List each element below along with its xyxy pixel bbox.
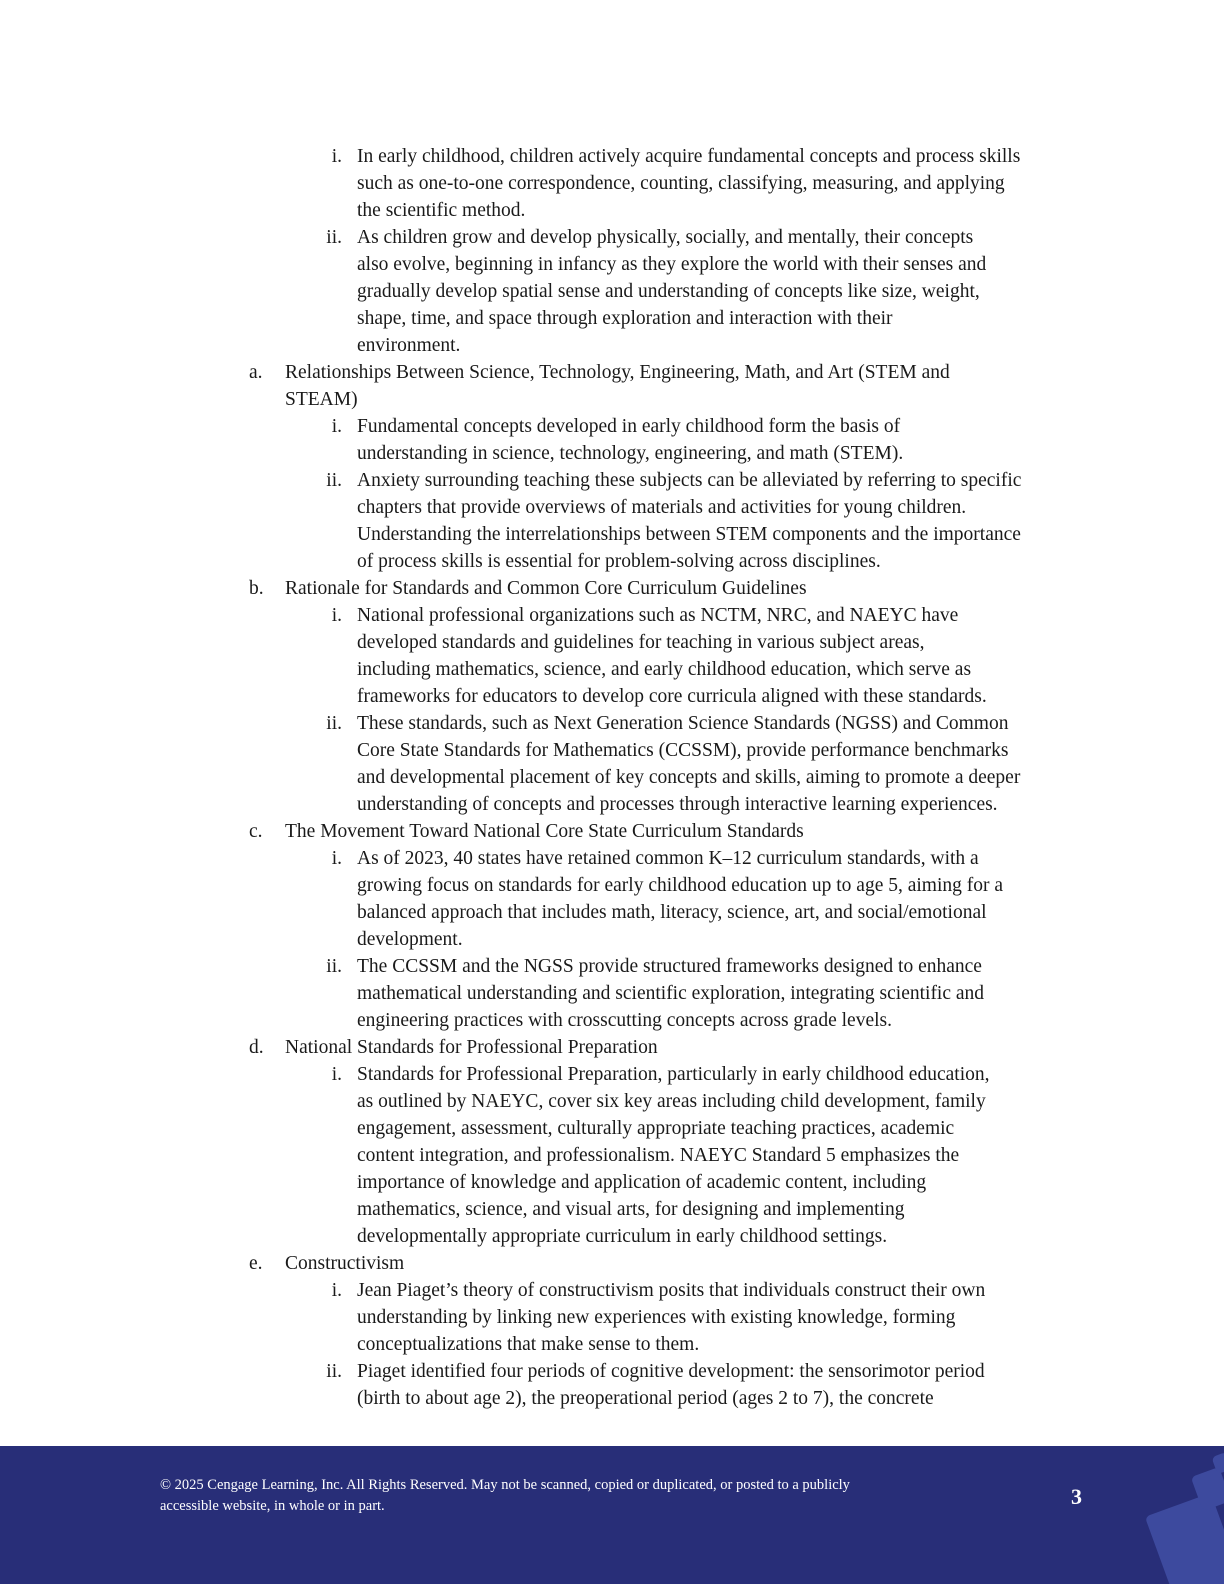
- text-line: including mathematics, science, and early childhood education, which serve as: [357, 659, 972, 680]
- outline-section: [0, 818, 1224, 845]
- outline-subitem: [0, 1277, 1224, 1358]
- text-line: gradually develop spatial sense and understanding of concepts like size, weight,: [357, 281, 980, 302]
- outline-content: [0, 143, 1224, 1412]
- outline-section: [0, 575, 1224, 602]
- text-line: These standards, such as Next Generation Science Standards (NGSS) and Common: [357, 713, 1009, 734]
- outline-subitem: [0, 845, 1224, 953]
- text-line: understanding by linking new experiences with existing knowledge, forming: [357, 1307, 956, 1328]
- text-line: STEAM): [285, 389, 358, 410]
- text-line: shape, time, and space through exploration and interaction with their: [357, 308, 893, 329]
- copyright-line: accessible website, in whole or in part.: [160, 1498, 385, 1514]
- text-line: engagement, assessment, culturally appropriate teaching practices, academic: [357, 1118, 955, 1139]
- text-line: In early childhood, children actively acquire fundamental concepts and process skills: [357, 146, 1021, 167]
- text-line: The Movement Toward National Core State Curriculum Standards: [285, 821, 804, 842]
- text-line: also evolve, beginning in infancy as they explore the world with their senses and: [357, 254, 987, 275]
- text-line: As children grow and develop physically, socially, and mentally, their concepts: [357, 227, 974, 248]
- text-line: as outlined by NAEYC, cover six key areas including child development, family: [357, 1091, 986, 1112]
- page-number: 3: [1071, 1484, 1082, 1509]
- outline-section: [0, 1034, 1224, 1061]
- text-line: developmentally appropriate curriculum in early childhood settings.: [357, 1226, 888, 1247]
- copyright-notice: [160, 1475, 850, 1517]
- item-label: i.: [331, 848, 342, 869]
- text-line: and developmental placement of key concepts and skills, aiming to promote a deeper: [357, 767, 1021, 788]
- outline-subitem: [0, 413, 1224, 467]
- text-line: Core State Standards for Mathematics (CCSSM), provide performance benchmarks: [357, 740, 1009, 761]
- outline-subitem: [0, 224, 1224, 359]
- text-line: understanding in science, technology, engineering, and math (STEM).: [357, 443, 904, 464]
- text-line: frameworks for educators to develop core curricula aligned with these standards.: [357, 686, 987, 707]
- outline-subitem: [0, 710, 1224, 818]
- text-line: Rationale for Standards and Common Core Curriculum Guidelines: [285, 578, 807, 599]
- outline-subitem: [0, 143, 1224, 224]
- text-line: balanced approach that includes math, literacy, science, art, and social/emotional: [357, 902, 987, 923]
- text-line: (birth to about age 2), the preoperational period (ages 2 to 7), the concrete: [357, 1388, 934, 1409]
- text-line: The CCSSM and the NGSS provide structured frameworks designed to enhance: [357, 956, 982, 977]
- item-label: ii.: [326, 713, 342, 734]
- text-line: the scientific method.: [357, 200, 526, 221]
- text-line: chapters that provide overviews of materials and activities for young children.: [357, 497, 967, 518]
- item-label: ii.: [326, 1361, 342, 1382]
- item-label: b.: [249, 578, 264, 599]
- item-label: i.: [331, 416, 342, 437]
- text-line: Fundamental concepts developed in early childhood form the basis of: [357, 416, 901, 437]
- text-line: Standards for Professional Preparation, particularly in early childhood education,: [357, 1064, 990, 1085]
- item-label: e.: [249, 1253, 263, 1274]
- item-label: ii.: [326, 956, 342, 977]
- outline-subitem: [0, 1358, 1224, 1412]
- text-line: growing focus on standards for early childhood education up to age 5, aiming for a: [357, 875, 1004, 896]
- text-line: conceptualizations that make sense to them.: [357, 1334, 700, 1355]
- text-line: Jean Piaget’s theory of constructivism posits that individuals construct their own: [357, 1280, 986, 1301]
- text-line: National Standards for Professional Preparation: [285, 1037, 658, 1058]
- outline-subitem: [0, 467, 1224, 575]
- text-line: developed standards and guidelines for teaching in various subject areas,: [357, 632, 925, 653]
- text-line: mathematics, science, and visual arts, for designing and implementing: [357, 1199, 905, 1220]
- text-line: Anxiety surrounding teaching these subjects can be alleviated by referring to specific: [357, 470, 1022, 491]
- text-line: such as one-to-one correspondence, counting, classifying, measuring, and applying: [357, 173, 1005, 194]
- item-label: i.: [331, 1280, 342, 1301]
- text-line: National professional organizations such as NCTM, NRC, and NAEYC have: [357, 605, 959, 626]
- outline-subitem: [0, 1061, 1224, 1250]
- item-label: i.: [331, 605, 342, 626]
- item-label: d.: [249, 1037, 264, 1058]
- item-label: i.: [331, 146, 342, 167]
- text-line: development.: [357, 929, 463, 950]
- outline-section: [0, 359, 1224, 413]
- text-line: content integration, and professionalism. NAEYC Standard 5 emphasizes the: [357, 1145, 960, 1166]
- item-label: a.: [249, 362, 263, 383]
- item-label: ii.: [326, 470, 342, 491]
- page-footer: [0, 1446, 1224, 1584]
- text-line: Constructivism: [285, 1253, 405, 1274]
- text-line: engineering practices with crosscutting concepts across grade levels.: [357, 1010, 892, 1031]
- text-line: mathematical understanding and scientific exploration, integrating scientific and: [357, 983, 985, 1004]
- item-label: c.: [249, 821, 263, 842]
- text-line: Piaget identified four periods of cognitive development: the sensorimotor period: [357, 1361, 985, 1382]
- item-label: i.: [331, 1064, 342, 1085]
- text-line: environment.: [357, 335, 461, 356]
- text-line: As of 2023, 40 states have retained common K–12 curriculum standards, with a: [357, 848, 979, 869]
- outline-section: [0, 1250, 1224, 1277]
- item-label: ii.: [326, 227, 342, 248]
- outline-subitem: [0, 953, 1224, 1034]
- text-line: of process skills is essential for problem-solving across disciplines.: [357, 551, 881, 572]
- text-line: importance of knowledge and application of academic content, including: [357, 1172, 927, 1193]
- outline-subitem: [0, 602, 1224, 710]
- copyright-line: © 2025 Cengage Learning, Inc. All Rights Reserved. May not be scanned, copied or duplicated, or posted to a publicly: [160, 1477, 850, 1493]
- text-line: Understanding the interrelationships between STEM components and the importance: [357, 524, 1021, 545]
- text-line: Relationships Between Science, Technology, Engineering, Math, and Art (STEM and: [285, 362, 950, 383]
- text-line: understanding of concepts and processes through interactive learning experiences.: [357, 794, 998, 815]
